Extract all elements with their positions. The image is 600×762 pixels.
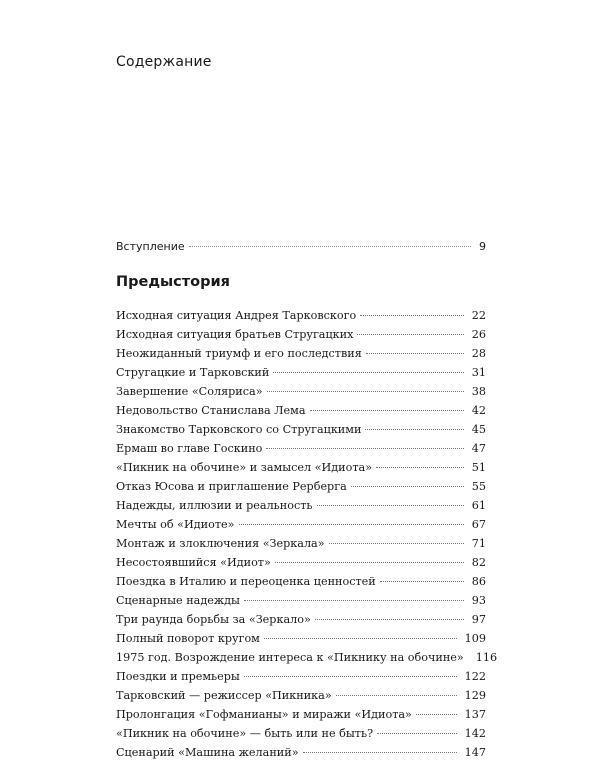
toc-entry-page: 137 — [464, 708, 486, 721]
toc-entry-page: 47 — [471, 442, 486, 455]
toc-entry-title: Ермаш во главе Госкино — [116, 442, 263, 455]
table-of-contents — [116, 237, 498, 762]
toc-entry-title: Поездки и премьеры — [116, 670, 240, 683]
dot-leader — [239, 527, 464, 528]
toc-entry[interactable] — [116, 477, 486, 496]
toc-entry-title: Исходная ситуация братьев Стругацких — [116, 328, 354, 341]
dot-leader — [303, 755, 457, 756]
toc-entry-title: Три раунда борьбы за «Зеркало» — [116, 613, 311, 626]
toc-entry[interactable] — [116, 667, 486, 686]
toc-entry[interactable] — [116, 686, 486, 705]
toc-entry-page: 97 — [471, 613, 486, 626]
toc-entry-title: Пролонгация «Гофманианы» и миражи «Идиота» — [116, 708, 412, 721]
dot-leader — [264, 641, 457, 642]
toc-entry[interactable] — [116, 363, 486, 382]
toc-entry-page: 22 — [471, 309, 486, 322]
toc-entry-title: Надежды, иллюзии и реальность — [116, 499, 313, 512]
toc-entry-page: 45 — [471, 423, 486, 436]
dot-leader — [376, 470, 464, 471]
toc-entry-page: 129 — [464, 689, 486, 702]
toc-entry[interactable] — [116, 743, 486, 762]
toc-entry-title: Несостоявшийся «Идиот» — [116, 556, 271, 569]
dot-leader — [360, 318, 464, 319]
toc-entry-title: Стругацкие и Тарковский — [116, 366, 270, 379]
toc-entry[interactable] — [116, 534, 486, 553]
toc-entry[interactable] — [116, 496, 486, 515]
toc-entry[interactable] — [116, 648, 498, 667]
toc-entry-intro[interactable] — [116, 237, 486, 256]
toc-entry-title: Сценарные надежды — [116, 594, 240, 607]
toc-entry[interactable] — [116, 420, 486, 439]
toc-entry[interactable] — [116, 325, 486, 344]
dot-leader — [315, 622, 464, 623]
dot-leader — [366, 356, 464, 357]
toc-entry[interactable] — [116, 382, 486, 401]
toc-entry[interactable] — [116, 515, 486, 534]
toc-entry-list — [116, 306, 498, 762]
toc-entry-title: 1975 год. Возрождение интереса к «Пикнику на обочине» — [116, 651, 464, 664]
dot-leader — [273, 375, 463, 376]
toc-entry[interactable] — [116, 724, 486, 743]
toc-entry-title: Вступление — [116, 240, 185, 253]
toc-entry-title: Неожиданный триумф и его последствия — [116, 347, 362, 360]
toc-entry-page: 61 — [471, 499, 486, 512]
dot-leader — [275, 565, 464, 566]
toc-entry-page: 122 — [464, 670, 486, 683]
toc-entry[interactable] — [116, 629, 486, 648]
dot-leader — [329, 546, 464, 547]
toc-entry-title: Знакомство Тарковского со Стругацкими — [116, 423, 362, 436]
dot-leader — [189, 249, 471, 250]
toc-entry-page: 31 — [471, 366, 486, 379]
toc-entry[interactable] — [116, 306, 486, 325]
toc-entry-title: Исходная ситуация Андрея Тарковского — [116, 309, 357, 322]
toc-entry-title: Тарковский — режиссер «Пикника» — [116, 689, 332, 702]
toc-entry-page: 55 — [471, 480, 486, 493]
toc-entry[interactable] — [116, 439, 486, 458]
toc-entry-title: «Пикник на обочине» и замысел «Идиота» — [116, 461, 373, 474]
toc-entry-title: Сценарий «Машина желаний» — [116, 746, 299, 759]
toc-entry[interactable] — [116, 344, 486, 363]
dot-leader — [317, 508, 464, 509]
toc-entry-page: 38 — [471, 385, 486, 398]
dot-leader — [351, 489, 464, 490]
toc-entry[interactable] — [116, 572, 486, 591]
toc-entry-title: Завершение «Соляриса» — [116, 385, 263, 398]
toc-entry-page: 142 — [464, 727, 486, 740]
toc-entry[interactable] — [116, 458, 486, 477]
dot-leader — [244, 679, 457, 680]
dot-leader — [380, 584, 464, 585]
toc-entry-page: 82 — [471, 556, 486, 569]
dot-leader — [244, 603, 464, 604]
toc-entry-page: 51 — [471, 461, 486, 474]
dot-leader — [377, 736, 457, 737]
dot-leader — [267, 394, 464, 395]
dot-leader — [336, 698, 457, 699]
toc-entry-title: Мечты об «Идиоте» — [116, 518, 235, 531]
toc-entry-title: Монтаж и злоключения «Зеркала» — [116, 537, 325, 550]
page-title: Содержание — [116, 54, 212, 70]
dot-leader — [365, 432, 463, 433]
dot-leader — [310, 413, 464, 414]
toc-entry[interactable] — [116, 705, 486, 724]
dot-leader — [416, 717, 457, 718]
section-heading: Предыстория — [116, 274, 230, 290]
dot-leader — [357, 337, 463, 338]
toc-entry-page: 28 — [471, 347, 486, 360]
toc-entry[interactable] — [116, 401, 486, 420]
toc-entry-page: 67 — [471, 518, 486, 531]
toc-entry-page: 109 — [464, 632, 486, 645]
toc-entry-page: 42 — [471, 404, 486, 417]
toc-entry-title: Отказ Юсова и приглашение Рерберга — [116, 480, 347, 493]
toc-entry-title: Полный поворот кругом — [116, 632, 260, 645]
toc-entry-title: Недовольство Станислава Лема — [116, 404, 306, 417]
toc-entry-page: 93 — [471, 594, 486, 607]
dot-leader — [266, 451, 463, 452]
toc-entry-page: 71 — [471, 537, 486, 550]
toc-entry-page: 9 — [479, 240, 486, 253]
toc-entry-title: «Пикник на обочине» — быть или не быть? — [116, 727, 374, 740]
toc-entry-title: Поездка в Италию и переоценка ценностей — [116, 575, 376, 588]
toc-entry-page: 26 — [471, 328, 486, 341]
toc-entry-page: 116 — [475, 651, 498, 664]
toc-entry-page: 147 — [464, 746, 486, 759]
toc-entry[interactable] — [116, 591, 486, 610]
toc-entry[interactable] — [116, 553, 486, 572]
toc-entry-page: 86 — [471, 575, 486, 588]
toc-entry[interactable] — [116, 610, 486, 629]
